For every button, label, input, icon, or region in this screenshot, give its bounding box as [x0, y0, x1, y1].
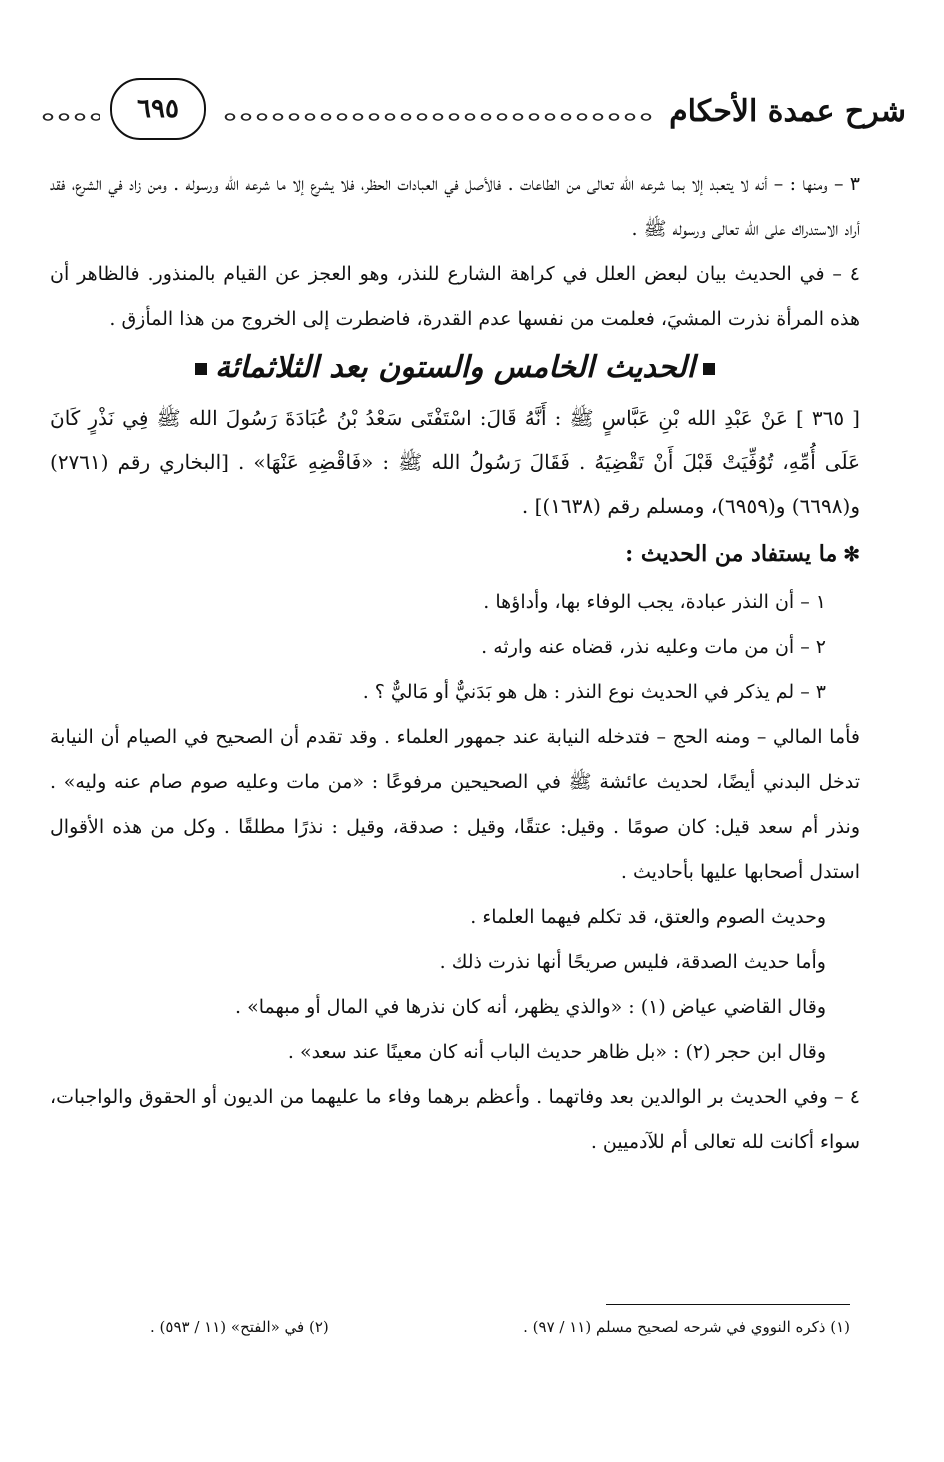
discussion-line-2: وأما حديث الصدقة، فليس صريحًا أنها نذرت ذلك . — [439, 951, 826, 973]
hadith-text: [ ٣٦٥ ] عَنْ عَبْدِ الله بْنِ عَبَّاسٍ ﷺ : أَنَّهُ قَالَ: اسْتَفْتَى سَعْدُ بْنُ عُبَادَةَ رَسُولَ الله ﷺ فِي نَذْرٍ كَانَ عَلَى أُمِّهِ، تُوُفِّيَتْ قَبْلَ أَنْ تَقْضِيَهُ . فَقَالَ رَسُولُ الله ﷺ : «فَاقْضِهِ عَنْهَا» . [البخاري رقم (٢٧٦١) و(٦٦٩٨) و(٦٩٥٩)، ومسلم رقم (١٦٣٨)] . — [50, 406, 860, 518]
hadith-title — [50, 342, 860, 394]
discussion-line-1: وحديث الصوم والعتق، قد تكلم فيهما العلماء . — [470, 906, 826, 928]
header-ornament-right — [222, 110, 652, 124]
footnote-1: (١) ذكره النووي في شرحه لصحيح مسلم (١١ / ٩٧) . — [523, 1318, 850, 1336]
asterisk-icon: ✻ — [843, 542, 860, 566]
page-body — [50, 162, 860, 1165]
hadith-title-text: الحديث الخامس والستون بعد الثلاثمائة — [214, 350, 696, 385]
header-ornament-left — [40, 110, 100, 124]
benefit-item-2: ٢ – أن من مات وعليه نذر، قضاه عنه وارثه . — [481, 636, 826, 658]
square-bullet-icon — [703, 363, 715, 375]
benefit-item-1: ١ – أن النذر عبادة، يجب الوفاء بها، وأداؤها . — [483, 591, 826, 613]
paragraph-point-3: ٣ – ومنها : – أنه لا يتعبد إلا بما شرعه الله تعالى من الطاعات . فالأصل في العبادات الحظر، فلا يشرع إلا ما شرعه الله ورسوله . ومن زاد في الشرع، فقد أراد الاستدراك على الله تعالى ورسوله ﷺ . — [50, 173, 860, 240]
benefits-heading — [50, 528, 860, 580]
benefit-item-3: ٣ – لم يذكر في الحديث نوع النذر : هل هو بَدَنيٌّ أو مَاليٌّ ؟ . — [362, 681, 826, 703]
discussion-line-4: وقال ابن حجر (٢) : «بل ظاهر حديث الباب أنه كان معينًا عند سعد» . — [287, 1041, 826, 1063]
paragraph-point-4-birr: ٤ – وفي الحديث بر الوالدين بعد وفاتهما . وأعظم برهما وفاء ما عليهما من الديون أو الحقوق والواجبات، سواء أكانت لله تعالى أم للآدميين . — [50, 1086, 860, 1153]
discussion-line-3: وقال القاضي عياض (١) : «والذي يظهر، أنه كان نذرها في المال أو مبهما» . — [235, 996, 826, 1018]
footnotes — [150, 1318, 850, 1336]
book-title: شرح عمدة الأحكام — [669, 94, 906, 129]
square-bullet-icon — [195, 363, 207, 375]
discussion-paragraph: فأما المالي – ومنه الحج – فتدخله النيابة عند جمهور العلماء . وقد تقدم أن الصحيح في الصيام أن النيابة تدخل البدني أيضًا، لحديث عائشة ﷺ في الصحيحين مرفوعًا : «من مات وعليه صوم صام عنه وليه» . ونذر أم سعد قيل: كان صومًا . وقيل: عتقًا، وقيل : صدقة، وقيل : نذرًا مطلقًا . وكل من هذه الأقوال استدل أصحابها عليها بأحاديث . — [50, 726, 860, 883]
page-number: ٦٩٥ — [110, 78, 206, 140]
paragraph-point-4: ٤ – في الحديث بيان لبعض العلل في كراهة الشارع للنذر، وهو العجز عن القيام بالمنذور. فالظاهر أن هذه المرأة نذرت المشيَ، فعلمت من نفسها عدم القدرة، فاضطرت إلى الخروج من هذا المأزق . — [50, 263, 860, 330]
benefits-heading-text: ما يستفاد من الحديث : — [625, 541, 838, 567]
footnote-2: (٢) في «الفتح» (١١ / ٥٩٣) . — [150, 1318, 329, 1336]
running-header — [30, 78, 914, 144]
footnote-divider — [606, 1304, 850, 1305]
